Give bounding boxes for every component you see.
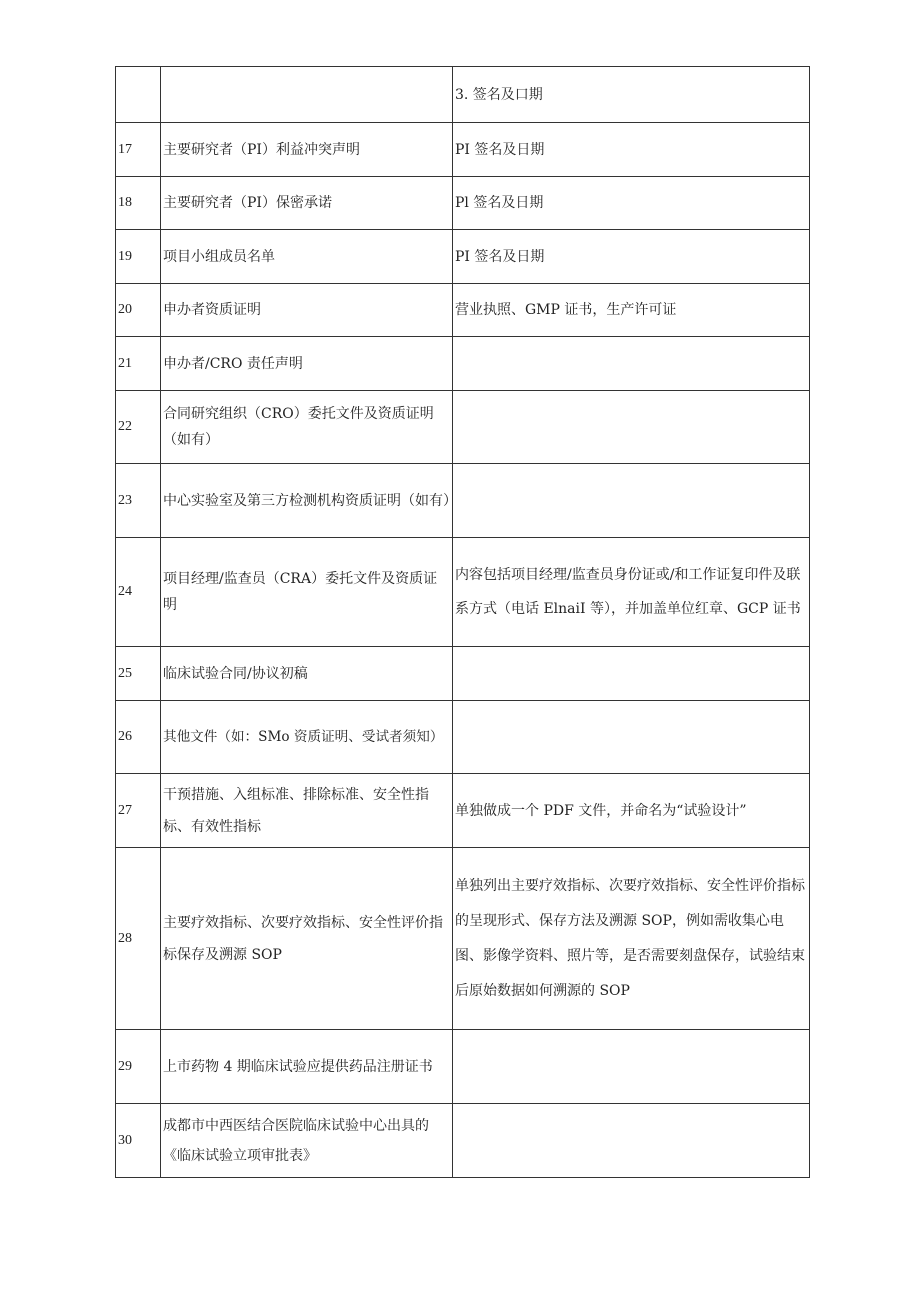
row-number: 17 <box>116 123 161 177</box>
row-number: 28 <box>116 848 161 1030</box>
row-number: 25 <box>116 647 161 701</box>
table-row <box>116 337 810 391</box>
row-note <box>453 464 810 538</box>
row-item: 中心实验室及第三方检测机构资质证明（如有） <box>161 464 453 538</box>
row-number: 21 <box>116 337 161 391</box>
row-number: 29 <box>116 1030 161 1104</box>
table-row <box>116 123 810 177</box>
row-number: 24 <box>116 538 161 647</box>
table-row <box>116 464 810 538</box>
table-row <box>116 647 810 701</box>
row-note: 单独做成一个 PDF 文件，并命名为“试验设计” <box>453 774 810 848</box>
row-number: 26 <box>116 701 161 774</box>
row-number: 23 <box>116 464 161 538</box>
row-number: 19 <box>116 230 161 284</box>
row-item <box>161 67 453 123</box>
row-note: Pl 签名及日期 <box>453 177 810 230</box>
row-note: 内容包括项目经理/监查员身份证或/和工作证复印件及联系方式（电话 ElnaiI 等），并加盖单位红章、GCP 证书 <box>453 538 810 647</box>
row-number <box>116 67 161 123</box>
table-row <box>116 230 810 284</box>
table-row <box>116 67 810 123</box>
row-number: 20 <box>116 284 161 337</box>
row-note: PI 签名及日期 <box>453 230 810 284</box>
row-item: 项目小组成员名单 <box>161 230 453 284</box>
table-row <box>116 177 810 230</box>
row-number: 22 <box>116 391 161 464</box>
row-item: 临床试验合同/协议初稿 <box>161 647 453 701</box>
row-note: 营业执照、GMP 证书，生产许可证 <box>453 284 810 337</box>
row-note <box>453 647 810 701</box>
row-item: 其他文件（如：SMo 资质证明、受试者须知） <box>161 701 453 774</box>
table-row <box>116 701 810 774</box>
row-note <box>453 1104 810 1178</box>
row-item: 项目经理/监查员（CRA）委托文件及资质证明 <box>161 538 453 647</box>
table-row <box>116 848 810 1030</box>
row-note <box>453 337 810 391</box>
table-row <box>116 284 810 337</box>
row-note: 单独列出主要疗效指标、次要疗效指标、安全性评价指标的呈现形式、保存方法及溯源 SOP，例如需收集心电图、影像学资料、照片等，是否需要刻盘保存，试验结束后原始数据如何溯源的 SOP <box>453 848 810 1030</box>
row-number: 27 <box>116 774 161 848</box>
row-note: PI 签名及日期 <box>453 123 810 177</box>
row-note <box>453 391 810 464</box>
document-table <box>115 66 810 1178</box>
row-note <box>453 1030 810 1104</box>
row-number: 18 <box>116 177 161 230</box>
row-item: 干预措施、入组标准、排除标准、安全性指标、有效性指标 <box>161 774 453 848</box>
table-row <box>116 1030 810 1104</box>
row-item: 申办者资质证明 <box>161 284 453 337</box>
row-item: 主要研究者（PI）保密承诺 <box>161 177 453 230</box>
table-row <box>116 774 810 848</box>
row-item: 主要疗效指标、次要疗效指标、安全性评价指标保存及溯源 SOP <box>161 848 453 1030</box>
table-row <box>116 1104 810 1178</box>
row-number: 30 <box>116 1104 161 1178</box>
row-item: 主要研究者（PI）利益冲突声明 <box>161 123 453 177</box>
row-item: 合同研究组织（CRO）委托文件及资质证明（如有） <box>161 391 453 464</box>
table-row <box>116 538 810 647</box>
row-item: 申办者/CRO 责任声明 <box>161 337 453 391</box>
row-note: 3. 签名及口期 <box>453 67 810 123</box>
row-item: 上市药物 4 期临床试验应提供药品注册证书 <box>161 1030 453 1104</box>
row-note <box>453 701 810 774</box>
row-item: 成都市中西医结合医院临床试验中心出具的《临床试验立项审批表》 <box>161 1104 453 1178</box>
table-row <box>116 391 810 464</box>
